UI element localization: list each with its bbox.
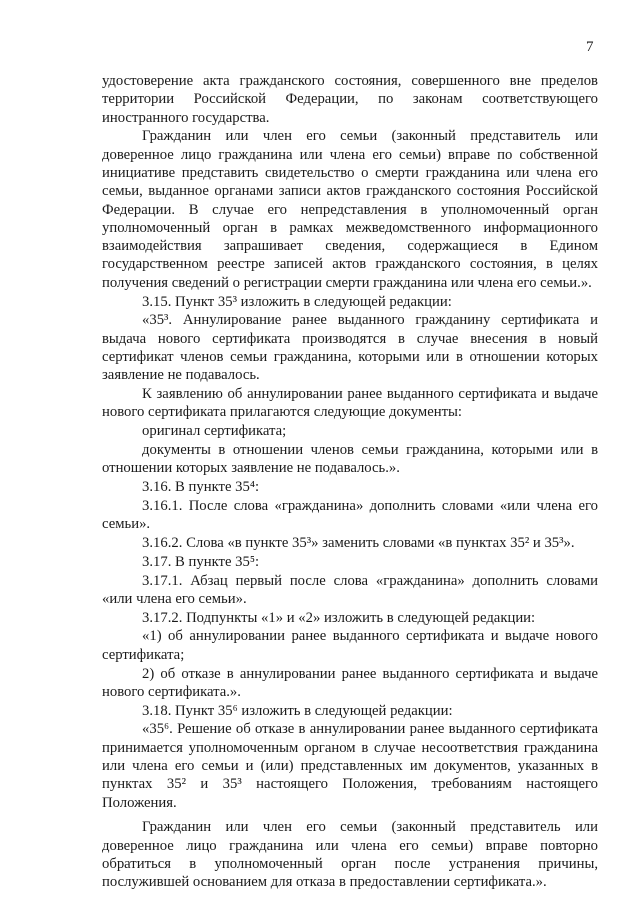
paragraph: 3.17. В пункте 35⁵:: [142, 553, 260, 570]
paragraph: 3.15. Пункт 35³ изложить в следующей редакции:: [142, 293, 452, 310]
paragraph: «1) об аннулировании ранее выданного сертификата и выдаче нового сертификата;: [102, 628, 598, 663]
paragraph: оригинал сертификата;: [142, 423, 287, 440]
paragraph: 3.17.1. Абзац первый после слова «гражданина» дополнить словами «или члена его семьи».: [102, 572, 598, 607]
paragraph: «35³. Аннулирование ранее выданного гражданину сертификата и выдача нового сертификата производятся в случае внесения в новый сертификат членов семьи гражданина, которыми или в отношении которых заявление не подавалось.: [102, 312, 598, 384]
paragraph: удостоверение акта гражданского состояния, совершенного вне пределов территории Российской Федерации, по законам соответствующего иностранного государства.: [102, 73, 598, 126]
paragraph: Гражданин или член его семьи (законный представитель или доверенное лицо гражданина или члена его семьи) вправе по собственной инициативе представить свидетельство о смерти гражданина или члена его семьи, выданное органами записи актов гражданского состояния Российской Федерации. В случае его непредставления в уполномоченный орган уполномоченный орган в рамках межведомственного информационного взаимодействия запрашивает сведения, содержащиеся в Едином государственном реестре записей актов гражданского состояния, в целях получения сведений о регистрации смерти гражданина или члена его семьи.».: [102, 128, 598, 291]
document-body: [102, 72, 598, 892]
paragraph: 3.16.1. После слова «гражданина» дополнить словами «или члена его семьи».: [102, 497, 598, 533]
paragraph: Гражданин или член его семьи (законный представитель или доверенное лицо гражданина или члена его семьи) вправе повторно обратиться в уполномоченный орган после устранения причины, послужившей основанием для отказа в предоставлении сертификата.».: [102, 819, 598, 891]
paragraph: 3.17.2. Подпункты «1» и «2» изложить в следующей редакции:: [142, 609, 536, 626]
paragraph: 3.16. В пункте 35⁴:: [142, 479, 260, 496]
paragraph: 3.16.2. Слова «в пункте 35³» заменить словами «в пунктах 35² и 35³».: [142, 534, 575, 551]
paragraph: К заявлению об аннулировании ранее выданного сертификата и выдаче нового сертификата прилагаются следующие документы:: [102, 386, 598, 421]
paragraph: документы в отношении членов семьи гражданина, которыми или в отношении которых заявление не подавалось.».: [102, 441, 598, 477]
paragraph: 2) об отказе в аннулировании ранее выданного сертификата и выдаче нового сертификата.».: [102, 665, 598, 700]
paragraph: 3.18. Пункт 35⁶ изложить в следующей редакции:: [142, 702, 453, 719]
paragraph: «35⁶. Решение об отказе в аннулировании ранее выданного сертификата принимается уполномоченным органом в случае несоответствия гражданина или члена его семьи и (или) представленных им документов, указанных в пунктах 35² и 35³ настоящего Положения, требованиям настоящего Положения.: [102, 721, 598, 811]
page-number: 7: [586, 39, 594, 55]
